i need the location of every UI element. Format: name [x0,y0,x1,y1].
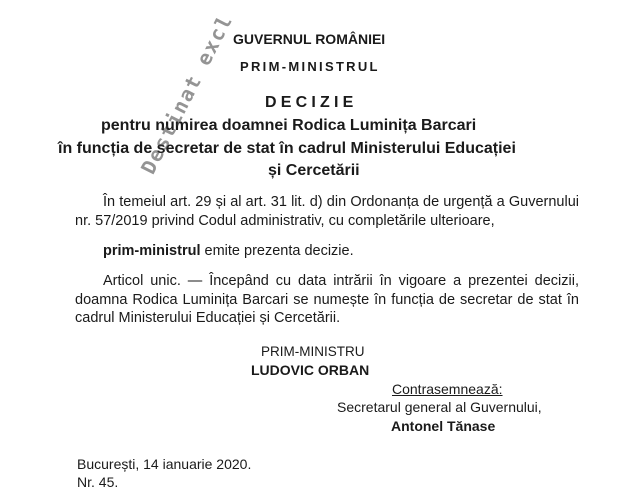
article-line-1: Articol unic. — Începând cu data intrării în vigoare a prezentei decizii, [103,273,579,289]
government-heading: GUVERNUL ROMÂNIEI [233,31,386,47]
legal-basis-line-2: nr. 57/2019 privind Codul administrativ, cu completările ulterioare, [75,213,495,229]
title-line-1: pentru numirea doamnei Rodica Luminița Barcari [101,117,477,134]
title-line-3: și Cercetării [268,162,360,179]
signatory-role: PRIM-MINISTRU [261,344,365,359]
issuance-statement [103,242,354,260]
issuance-text: emite prezenta decizie. [200,243,354,259]
place-date: București, 14 ianuarie 2020. [77,456,252,472]
signatory-name: LUDOVIC ORBAN [251,362,370,378]
article-line-3: cadrul Ministerului Educației și Cercetării. [75,310,341,326]
countersign-role: Secretarul general al Guvernului, [337,399,542,415]
legal-basis-line-1: În temeiul art. 29 și al art. 31 lit. d) din Ordonanța de urgență a Guvernului [103,194,579,210]
title-line-2: în funcția de secretar de stat în cadrul Ministerului Educației [58,140,516,157]
document-number: Nr. 45. [77,474,119,490]
countersign-label: Contrasemnează: [392,381,503,397]
watermark-stamp: Destinat excl [136,10,238,178]
countersign-name: Antonel Tănase [391,418,496,434]
document-type-title: DECIZIE [265,94,358,111]
article-line-2: doamna Rodica Luminița Barcari se numește în funcția de secretar de stat în [75,292,579,308]
issuer-bold: prim-ministrul [103,243,201,259]
issuer-heading: PRIM-MINISTRUL [240,59,380,74]
